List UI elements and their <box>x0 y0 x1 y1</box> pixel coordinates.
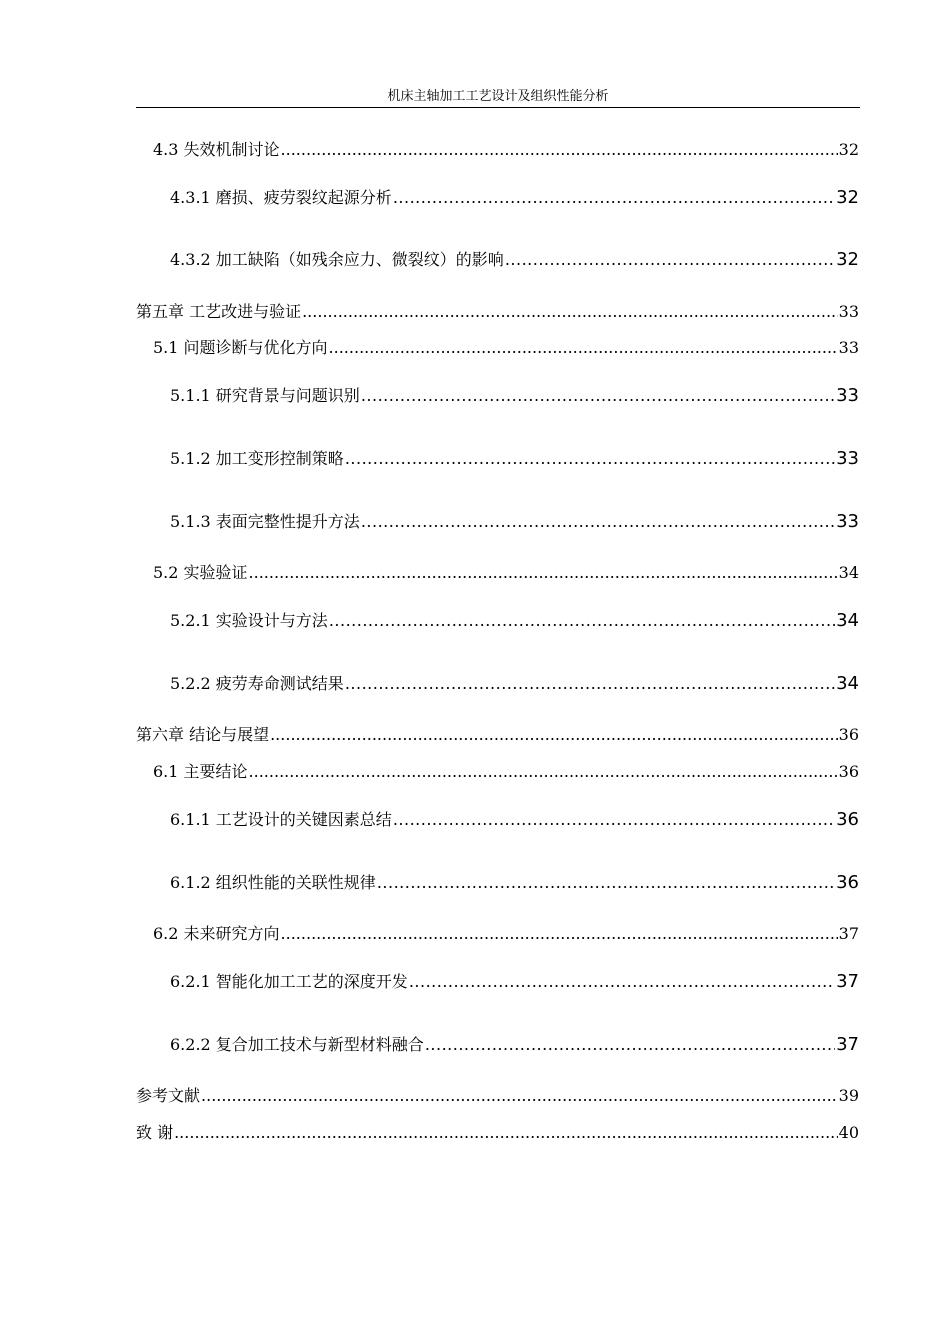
toc-entry-page: 34 <box>838 563 859 582</box>
toc-entry-label: 6.1.2 组织性能的关联性规律 <box>170 873 376 892</box>
toc-entry[interactable] <box>170 809 859 831</box>
toc-entry-page: 33 <box>836 448 859 469</box>
toc-entry-page: 37 <box>838 924 859 943</box>
toc-entry-label: 5.2 实验验证 <box>153 563 248 582</box>
toc-entry-page: 33 <box>836 385 859 406</box>
toc-entry[interactable] <box>170 187 859 209</box>
toc-entry-page: 34 <box>836 610 859 631</box>
leader-dots <box>505 249 835 271</box>
toc-entry[interactable] <box>136 302 859 322</box>
toc-entry[interactable] <box>170 673 859 695</box>
toc-entry-page: 36 <box>836 872 859 893</box>
toc-entry-label: 6.2 未来研究方向 <box>153 924 280 943</box>
toc-entry-label: 6.1.1 工艺设计的关键因素总结 <box>170 810 392 829</box>
toc-entry[interactable] <box>170 1034 859 1056</box>
toc-entry-label: 参考文献 <box>136 1086 201 1105</box>
toc-entry-page: 37 <box>836 971 859 992</box>
toc-entry-label: 4.3 失效机制讨论 <box>153 140 280 159</box>
toc-entry-page: 33 <box>838 302 859 321</box>
toc-entry-page: 33 <box>836 511 859 532</box>
leader-dots <box>249 563 838 583</box>
leader-dots <box>302 302 838 322</box>
toc-entry-label: 5.2.2 疲劳寿命测试结果 <box>170 674 344 693</box>
leader-dots <box>361 385 835 407</box>
toc-entry-page: 33 <box>838 338 859 357</box>
leader-dots <box>361 511 835 533</box>
toc-entry[interactable] <box>153 563 859 583</box>
toc-entry-page: 36 <box>836 809 859 830</box>
toc-entry-label: 4.3.2 加工缺陷（如残余应力、微裂纹）的影响 <box>170 250 504 269</box>
leader-dots <box>409 971 835 993</box>
toc-entry-label: 第五章 工艺改进与验证 <box>136 302 302 321</box>
leader-dots <box>201 1086 838 1106</box>
leader-dots <box>281 140 838 160</box>
toc-entry[interactable] <box>153 338 859 358</box>
toc-entry[interactable] <box>170 511 859 533</box>
toc-entry-label: 致 谢 <box>136 1123 174 1142</box>
toc-entry[interactable] <box>136 1123 859 1143</box>
toc-entry-label: 5.1.1 研究背景与问题识别 <box>170 386 360 405</box>
toc-entry[interactable] <box>153 140 859 160</box>
toc-entry[interactable] <box>170 448 859 470</box>
running-header: 机床主轴加工工艺设计及组织性能分析 <box>387 89 609 104</box>
toc-entry-page: 36 <box>838 725 859 744</box>
toc-entry-label: 5.1.2 加工变形控制策略 <box>170 449 344 468</box>
leader-dots <box>345 673 835 695</box>
toc-entry-page: 34 <box>836 673 859 694</box>
toc-entry-label: 6.1 主要结论 <box>153 762 248 781</box>
leader-dots <box>345 448 835 470</box>
leader-dots <box>329 610 835 632</box>
toc-entry-label: 6.2.2 复合加工技术与新型材料融合 <box>170 1035 424 1054</box>
leader-dots <box>270 725 838 745</box>
leader-dots <box>329 338 838 358</box>
toc-entry[interactable] <box>170 249 859 271</box>
toc-entry[interactable] <box>136 1086 859 1106</box>
toc-entry-label: 6.2.1 智能化加工工艺的深度开发 <box>170 972 408 991</box>
header-rule <box>136 107 860 108</box>
toc-entry-page: 40 <box>838 1123 859 1142</box>
toc-entry-label: 第六章 结论与展望 <box>136 725 270 744</box>
toc-entry[interactable] <box>153 924 859 944</box>
toc-entry-label: 5.1 问题诊断与优化方向 <box>153 338 328 357</box>
toc-entry[interactable] <box>170 872 859 894</box>
leader-dots <box>174 1123 838 1143</box>
toc-entry-page: 37 <box>836 1034 859 1055</box>
toc-entry-page: 36 <box>838 762 859 781</box>
toc-entry[interactable] <box>153 762 859 782</box>
toc-entry-label: 4.3.1 磨损、疲劳裂纹起源分析 <box>170 188 392 207</box>
toc-entry-page: 32 <box>836 249 859 270</box>
toc-entry[interactable] <box>170 971 859 993</box>
toc-entry[interactable] <box>136 725 859 745</box>
toc-entry-page: 32 <box>838 140 859 159</box>
toc-entry-page: 32 <box>836 187 859 208</box>
leader-dots <box>425 1034 835 1056</box>
toc-entry-label: 5.2.1 实验设计与方法 <box>170 611 328 630</box>
leader-dots <box>281 924 838 944</box>
toc-entry[interactable] <box>170 610 859 632</box>
leader-dots <box>249 762 838 782</box>
toc-entry-page: 39 <box>838 1086 859 1105</box>
leader-dots <box>377 872 835 894</box>
toc-entry-label: 5.1.3 表面完整性提升方法 <box>170 512 360 531</box>
leader-dots <box>393 187 835 209</box>
leader-dots <box>393 809 835 831</box>
toc-entry[interactable] <box>170 385 859 407</box>
